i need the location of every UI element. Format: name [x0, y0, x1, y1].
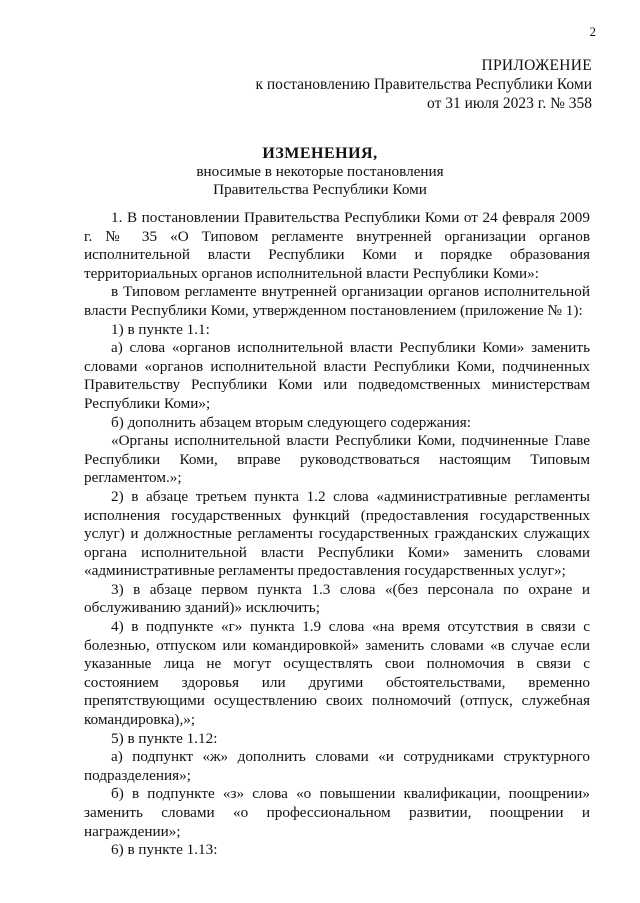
document-heading — [0, 144, 640, 199]
paragraph: 1) в пункте 1.1: — [111, 320, 210, 338]
paragraph: 6) в пункте 1.13: — [111, 841, 218, 859]
paragraph: в Типовом регламенте внутренней организации органов исполнительной власти Республики Коми, утвержденном постановлением (приложение № 1): — [84, 283, 590, 319]
heading-line-2: Правительства Республики Коми — [213, 181, 427, 198]
paragraph: 1. В постановлении Правительства Республики Коми от 24 февраля 2009 г. № 35 «О Типовом регламенте внутренней организации органов исполнительной власти Республики Коми и порядке образования территориальных органов исполнительной власти Республики Коми»: — [84, 209, 590, 282]
paragraph: 3) в абзаце первом пункта 1.3 слова «(без персонала по охране и обслуживанию зданий)» исключить; — [84, 580, 590, 617]
paragraph: б) в подпункте «з» слова «о повышении квалификации, поощрении» заменить словами «о профессиональном развитии, поощрении и награждении»; — [84, 785, 590, 840]
heading-title: ИЗМЕНЕНИЯ, — [262, 145, 378, 162]
appendix-title: ПРИЛОЖЕНИЕ — [481, 57, 592, 74]
appendix-block — [255, 56, 592, 113]
paragraph: 5) в пункте 1.12: — [111, 729, 218, 747]
paragraph: а) подпункт «ж» дополнить словами «и сотрудниками структурного подразделения»; — [84, 748, 590, 784]
appendix-line-2: от 31 июля 2023 г. № 358 — [427, 95, 592, 112]
paragraph: а) слова «органов исполнительной власти Республики Коми» заменить словами «органов исполнительной власти Республики Коми, подчиненных Правительству Республики Коми или подведомственных министерствам Республики Коми»; — [84, 339, 590, 412]
paragraph: 4) в подпункте «г» пункта 1.9 слова «на время отсутствия в связи с болезнью, отпуском или командировкой» заменить словами «в случае если указанные лица не могут осуществлять свои полномочия в связи с состоянием здоровья или другими обстоятельствами, временно препятствующими осуществлению своих полномочий (отпуск, служебная командировка),»; — [84, 618, 590, 729]
paragraph: 2) в абзаце третьем пункта 1.2 слова «административные регламенты исполнения государственных функций (предоставления государственных услуг) и должностные регламенты государственных гражданских служащих органа исполнительной власти Республики Коми» заменить словами «административные регламенты предоставления государственных услуг»; — [84, 487, 590, 580]
heading-line-1: вносимые в некоторые постановления — [196, 163, 444, 180]
paragraph: «Органы исполнительной власти Республики Коми, подчиненные Главе Республики Коми, вправе руководствоваться настоящим Типовым регламентом.»; — [84, 432, 590, 487]
page-number: 2 — [589, 24, 596, 39]
document-body — [84, 209, 590, 860]
paragraph: б) дополнить абзацем вторым следующего содержания: — [111, 413, 471, 431]
appendix-line-1: к постановлению Правительства Республики Коми — [255, 76, 592, 93]
